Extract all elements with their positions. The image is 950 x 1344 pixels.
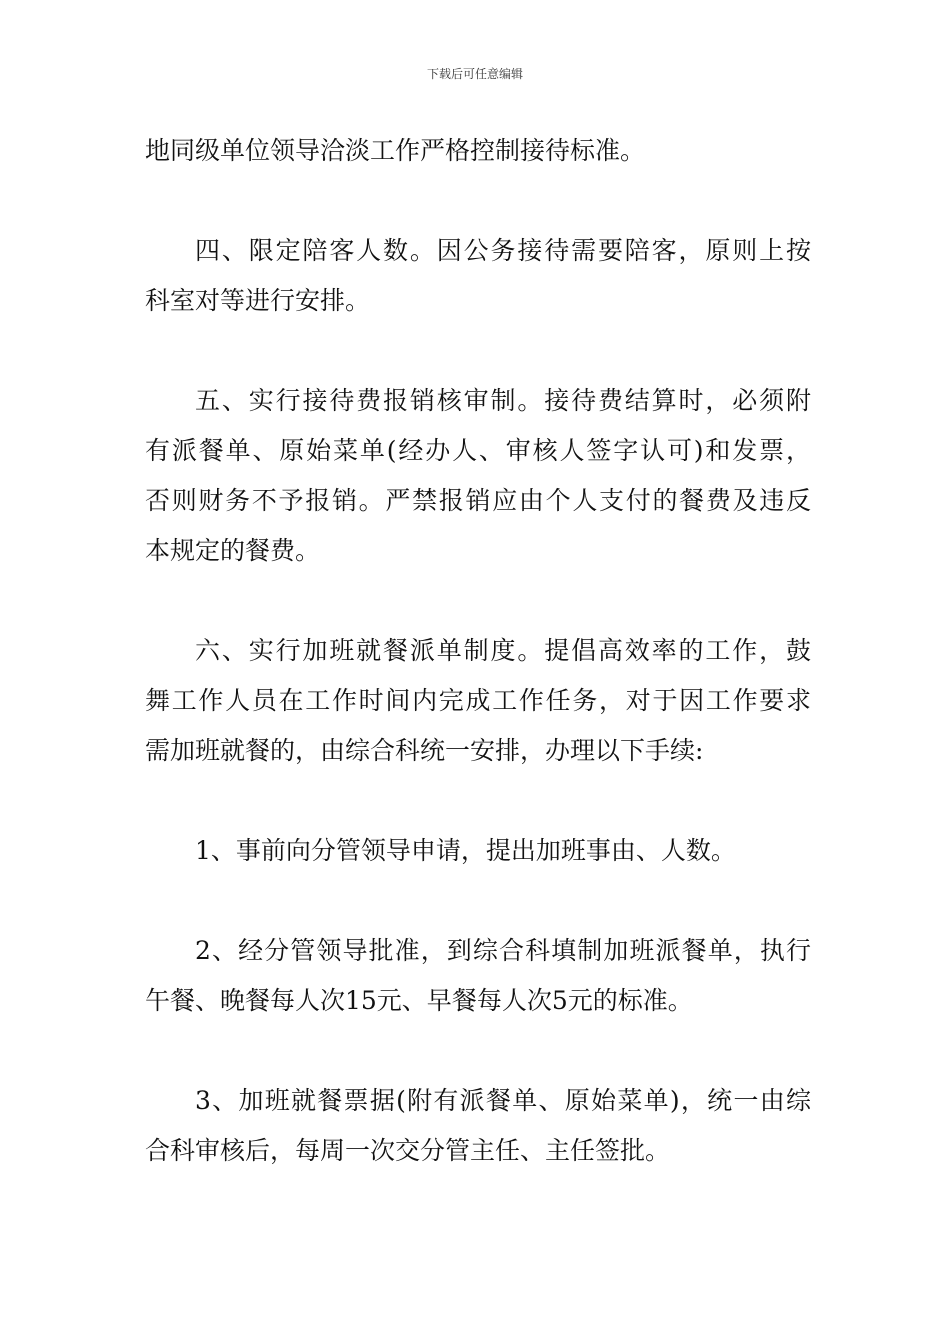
paragraph-continuation	[145, 126, 811, 176]
paragraph-item-6	[145, 626, 811, 776]
document-body	[145, 126, 811, 1176]
paragraph-line: 科室对等进行安排。	[145, 286, 371, 315]
paragraph-gap	[145, 176, 811, 226]
paragraph-gap	[145, 576, 811, 626]
paragraph-line: 1、事前向分管领导申请，提出加班事由、人数。	[195, 836, 736, 865]
paragraph-line: 四、限定陪客人数。因公务接待需要陪客，原则上按	[195, 236, 811, 265]
paragraph-line: 否则财务不予报销。严禁报销应由个人支付的餐费及违反	[145, 486, 811, 515]
paragraph-item-5	[145, 376, 811, 576]
paragraph-line: 五、实行接待费报销核审制。接待费结算时，必须附	[195, 386, 811, 415]
paragraph-line: 2、经分管领导批准，到综合科填制加班派餐单，执行	[195, 936, 811, 965]
paragraph-line: 地同级单位领导洽淡工作严格控制接待标准。	[145, 136, 646, 165]
page-header-note: 下载后可任意编辑	[426, 67, 523, 81]
paragraph-step-3	[145, 1076, 811, 1176]
paragraph-gap	[145, 1026, 811, 1076]
paragraph-line: 六、实行加班就餐派单制度。提倡高效率的工作，鼓	[195, 636, 811, 665]
paragraph-line: 有派餐单、原始菜单(经办人、审核人签字认可)和发票，	[145, 436, 811, 465]
paragraph-gap	[145, 876, 811, 926]
paragraph-gap	[145, 326, 811, 376]
paragraph-line: 本规定的餐费。	[145, 536, 321, 565]
paragraph-line: 合科审核后，每周一次交分管主任、主任签批。	[145, 1136, 671, 1165]
paragraph-line: 需加班就餐的，由综合科统一安排，办理以下手续:	[145, 736, 704, 765]
paragraph-step-1	[145, 826, 811, 876]
paragraph-step-2	[145, 926, 811, 1026]
paragraph-line: 午餐、晚餐每人次15元、早餐每人次5元的标准。	[145, 986, 693, 1015]
paragraph-gap	[145, 776, 811, 826]
paragraph-line: 舞工作人员在工作时间内完成工作任务，对于因工作要求	[145, 686, 811, 715]
paragraph-line: 3、加班就餐票据(附有派餐单、原始菜单)，统一由综	[195, 1086, 811, 1115]
paragraph-item-4	[145, 226, 811, 326]
